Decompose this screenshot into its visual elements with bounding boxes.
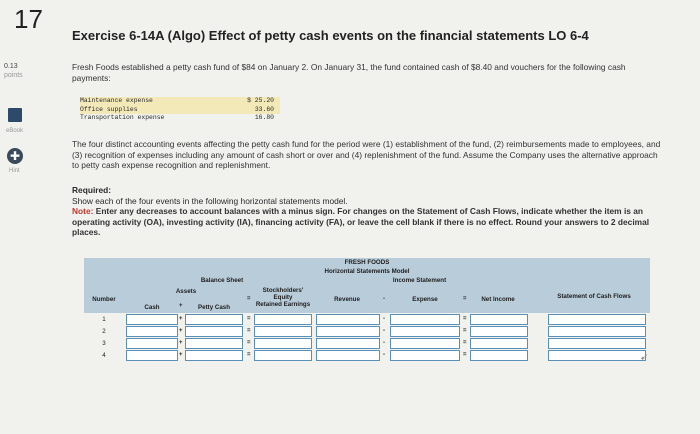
number-header: Number <box>92 296 116 303</box>
row-operator: - <box>383 340 385 346</box>
net-income-input[interactable] <box>470 314 528 325</box>
row-operator: = <box>247 316 251 322</box>
row-operator: = <box>463 328 467 334</box>
cash-input[interactable] <box>126 326 178 337</box>
expense-input[interactable] <box>390 314 460 325</box>
retained-earnings-input[interactable] <box>254 326 312 337</box>
payment-label: Transportation expense <box>80 114 165 121</box>
cash-input[interactable] <box>126 350 178 361</box>
row-number: 4 <box>102 352 106 359</box>
income-statement-header: Income Statement <box>392 277 447 284</box>
row-operator: = <box>463 352 467 358</box>
note-label: Note: <box>72 206 94 216</box>
retained-earnings-input[interactable] <box>254 350 312 361</box>
mouse-cursor-icon: ➹ <box>640 352 649 363</box>
cash-input[interactable] <box>126 314 178 325</box>
row-operator: + <box>179 328 183 334</box>
points-indicator <box>4 62 23 80</box>
revenue-input[interactable] <box>316 326 380 337</box>
row-number: 2 <box>102 328 106 335</box>
row-number: 1 <box>102 316 106 323</box>
cash-flows-input[interactable] <box>548 314 646 325</box>
model-title: Horizontal Statements Model <box>324 268 410 275</box>
row-operator: - <box>383 316 385 322</box>
equals-op: = <box>247 296 251 302</box>
events-text: The four distinct accounting events affecting the petty cash fund for the period were (1) establishment of the fund, (2) reimbursements made to employees, and (3) recognition of expenses including any amount of cash short or over and (4) replenishment of the fund. Assume the Company uses the alternative approach to petty cash expense recognition and replenishment. <box>72 139 661 170</box>
assets-header: Assets <box>175 288 197 295</box>
net-income-input[interactable] <box>470 350 528 361</box>
petty-cash-input[interactable] <box>185 314 243 325</box>
payment-row <box>80 97 280 106</box>
row-operator: = <box>463 340 467 346</box>
row-operator: = <box>463 316 467 322</box>
retained-earnings-input[interactable] <box>254 314 312 325</box>
petty-cash-input[interactable] <box>185 326 243 337</box>
payment-amount: $ 25.20 <box>247 97 274 104</box>
row-operator: - <box>383 328 385 334</box>
intro-text: Fresh Foods established a petty cash fund of $84 on January 2. On January 31, the fund contained cash of $8.40 and vouchers for the following cash payments: <box>72 62 626 83</box>
cash-flows-header: Statement of Cash Flows <box>557 293 631 300</box>
revenue-header: Revenue <box>334 296 360 303</box>
payment-label: Maintenance expense <box>80 97 153 104</box>
net-income-header: Net Income <box>481 296 515 303</box>
note-text: Enter any decreases to account balances with a minus sign. For changes on the Statement of Cash Flows, indicate whether the item is an operating activity (OA), investing activity (IA), financing activity (FA), or leave the cell blank if there is no effect. Round your answers to 2 decimal places. <box>72 206 650 237</box>
expense-header: Expense <box>412 296 438 303</box>
required-note <box>72 206 672 238</box>
points-value: 0.13 <box>4 63 18 70</box>
net-income-input[interactable] <box>470 338 528 349</box>
cash-flows-input[interactable] <box>548 350 649 363</box>
revenue-input[interactable] <box>316 350 380 361</box>
retained-earnings-header: Retained Earnings <box>255 301 311 308</box>
petty-cash-input[interactable] <box>185 338 243 349</box>
row-operator: + <box>179 352 183 358</box>
balance-sheet-header: Balance Sheet <box>200 277 244 284</box>
row-operator: - <box>383 352 385 358</box>
required-heading: Required: <box>72 185 112 195</box>
hint-label[interactable]: Hint <box>9 168 20 174</box>
retained-earnings-input[interactable] <box>254 338 312 349</box>
petty-cash-header: Petty Cash <box>198 304 230 311</box>
exercise-title: Exercise 6-14A (Algo) Effect of petty cash events on the financial statements LO 6-4 <box>72 28 589 43</box>
revenue-input[interactable] <box>316 338 380 349</box>
row-operator: = <box>247 328 251 334</box>
payment-label: Office supplies <box>80 105 138 113</box>
company-name: FRESH FOODS <box>344 259 390 266</box>
cash-input[interactable] <box>126 338 178 349</box>
hint-icon[interactable]: ✚ <box>7 148 23 164</box>
row-operator: + <box>179 340 183 346</box>
row-operator: = <box>247 352 251 358</box>
required-text: Show each of the four events in the following horizontal statements model. <box>72 195 348 206</box>
horizontal-statements-worksheet <box>72 246 662 372</box>
expense-input[interactable] <box>390 338 460 349</box>
minus-op: - <box>383 296 385 302</box>
revenue-input[interactable] <box>316 314 380 325</box>
row-number: 3 <box>102 340 106 347</box>
ebook-icon[interactable] <box>8 108 22 122</box>
net-income-input[interactable] <box>470 326 528 337</box>
equals-op-2: = <box>463 296 467 302</box>
expense-input[interactable] <box>390 326 460 337</box>
ebook-label[interactable]: eBook <box>6 128 24 134</box>
payment-amount: 33.60 <box>254 105 274 113</box>
row-operator: = <box>247 340 251 346</box>
payment-amount: 16.80 <box>254 114 274 121</box>
plus-op: + <box>179 303 183 309</box>
points-label: points <box>4 72 23 79</box>
cash-flows-input[interactable] <box>548 326 646 337</box>
payment-row <box>80 106 280 115</box>
expense-input[interactable] <box>390 350 460 361</box>
required-section <box>72 185 672 238</box>
stockholders-equity-header: Stockholders' Equity <box>262 287 304 301</box>
payment-row <box>80 114 280 123</box>
payments-table <box>80 97 280 123</box>
petty-cash-input[interactable] <box>185 350 243 361</box>
row-operator: + <box>179 316 183 322</box>
question-number: 17 <box>14 4 43 34</box>
cash-flows-input[interactable] <box>548 338 646 349</box>
cash-header: Cash <box>144 304 160 311</box>
